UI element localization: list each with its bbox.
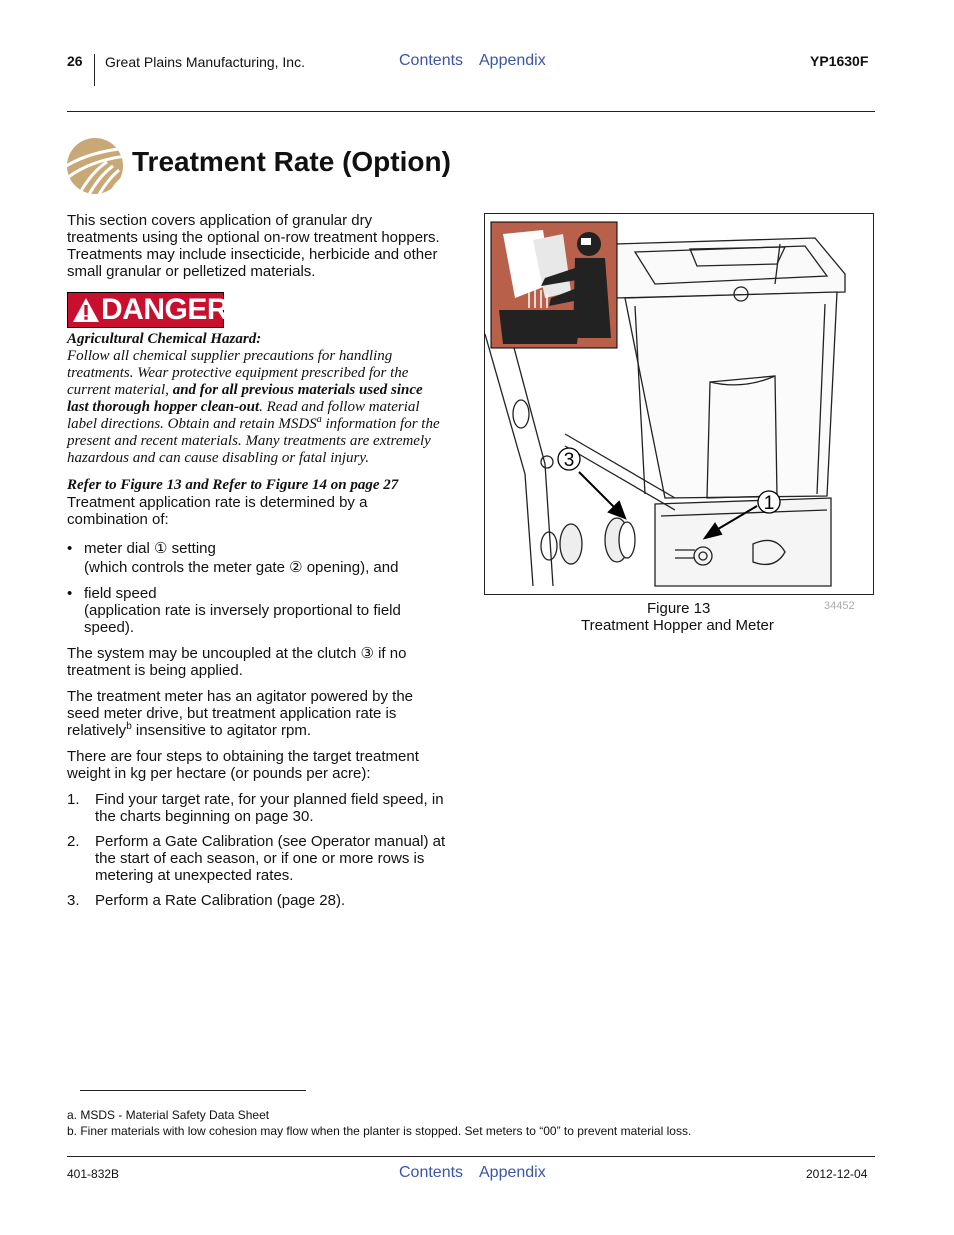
steps-intro-line: weight in kg per hectare (or pounds per acre): — [67, 765, 371, 782]
footnote-b: b. Finer materials with low cohesion may flow when the planter is stopped. Set meters to “00” to prevent material loss. — [67, 1124, 692, 1138]
figure-13 — [484, 213, 874, 595]
steps-intro — [67, 748, 419, 782]
intro-line: This section covers application of granular dry — [67, 212, 373, 229]
footnote-rule — [80, 1090, 306, 1091]
bullet-item — [84, 585, 401, 636]
section-title: Treatment Rate (Option) — [132, 146, 451, 177]
bullet-line: (which controls the meter gate ② opening), and — [84, 559, 399, 576]
danger-text-span: . Read and follow material — [259, 399, 420, 415]
step-line: Find your target rate, for your planned field speed, in — [95, 791, 444, 808]
bullet-line: field speed — [84, 585, 157, 602]
agitator-line: The treatment meter has an agitator powered by the — [67, 688, 414, 705]
figure-caption: Treatment Hopper and Meter — [581, 617, 774, 634]
footer-rule — [67, 1156, 875, 1157]
bullet-item — [84, 540, 398, 576]
danger-bold-span: and for all previous materials used since — [172, 382, 423, 398]
rate-intro-line: Treatment application rate is determined by a — [67, 494, 368, 511]
danger-message — [67, 331, 467, 467]
step-line: the charts beginning on page 30. — [95, 808, 314, 825]
callout-3: 3 — [563, 450, 575, 471]
steps-intro-line: There are four steps to obtaining the target treatment — [67, 748, 419, 765]
step-text — [95, 833, 445, 884]
step-line: the start of each season, or if one or more rows is — [95, 850, 425, 867]
model-number: YP1630F — [810, 53, 869, 69]
step-number: 3. — [67, 892, 80, 909]
danger-line — [67, 399, 467, 416]
danger-text: DANGER — [101, 293, 229, 326]
intro-paragraph — [67, 212, 457, 280]
uncouple-line: treatment is being applied. — [67, 662, 243, 679]
danger-text-span: information for the — [321, 416, 440, 432]
danger-heading: Agricultural Chemical Hazard: — [67, 331, 262, 347]
step-text — [95, 892, 345, 909]
danger-line: treatments. Wear protective equipment prescribed for the — [67, 365, 409, 381]
figure-reference: Refer to Figure 13 and Refer to Figure 14 on page 27 — [67, 477, 399, 493]
doc-number: 401-832B — [67, 1167, 120, 1181]
step-number: 1. — [67, 791, 80, 808]
appendix-link[interactable]: Appendix — [479, 52, 546, 69]
step-text — [95, 791, 444, 825]
danger-line — [67, 382, 467, 399]
agitator-line — [67, 722, 413, 739]
contents-link[interactable]: Contents — [399, 52, 464, 69]
rate-intro-line: combination of: — [67, 511, 169, 528]
hopper-meter-illustration — [485, 214, 874, 595]
header-divider — [94, 54, 95, 86]
step-line: Perform a Gate Calibration (see Operator manual) at — [95, 833, 446, 850]
figure-number: Figure 13 — [647, 600, 711, 617]
danger-line: hazardous and can cause disabling or fatal injury. — [67, 450, 369, 466]
bullet-line: (application rate is inversely proportional to field — [84, 602, 401, 619]
agitator-text-span: insensitive to agitator rpm. — [131, 722, 311, 739]
danger-line: Follow all chemical supplier precautions for handling — [67, 348, 393, 364]
bullet-marker: • — [67, 585, 73, 602]
footnote-a: a. MSDS - Material Safety Data Sheet — [67, 1108, 270, 1122]
rate-intro — [67, 494, 367, 528]
danger-line — [67, 416, 467, 433]
bullet-line: speed). — [84, 619, 135, 636]
agitator-text-span: relatively — [67, 722, 127, 739]
figure-id: 34452 — [824, 600, 855, 612]
footnote-ref-b[interactable]: b — [126, 721, 132, 732]
step-number: 2. — [67, 833, 80, 850]
footnote-ref-a[interactable]: a — [316, 414, 322, 425]
bullet-marker: • — [67, 540, 73, 557]
callout-1: 1 — [763, 493, 775, 514]
intro-line: small granular or pelletized materials. — [67, 263, 316, 280]
agitator-line: seed meter drive, but treatment application rate is — [67, 705, 397, 722]
header-rule — [67, 111, 875, 112]
warning-triangle-icon — [72, 296, 100, 324]
uncouple-line: The system may be uncoupled at the clutch ③ if no — [67, 645, 407, 662]
chemical-hazard-pictogram-icon — [491, 222, 617, 348]
doc-date: 2012-12-04 — [806, 1167, 868, 1181]
step-line: Perform a Rate Calibration (page 28). — [95, 892, 346, 909]
footer-contents-link[interactable]: Contents — [399, 1164, 464, 1181]
page-number: 26 — [67, 53, 83, 69]
danger-label — [67, 292, 229, 328]
company-name: Great Plains Manufacturing, Inc. — [105, 54, 305, 70]
footer-appendix-link[interactable]: Appendix — [479, 1164, 546, 1181]
uncouple-paragraph — [67, 645, 406, 679]
danger-text-span: current material, — [67, 382, 173, 398]
step-line: metering at unexpected rates. — [95, 867, 294, 884]
danger-line: present and recent materials. Many treatments are extremely — [67, 433, 431, 449]
bullet-line: meter dial ① setting — [84, 540, 216, 557]
intro-line: treatments using the optional on-row treatment hoppers. — [67, 229, 440, 246]
danger-bold-span: last thorough hopper clean-out — [67, 399, 260, 415]
agitator-paragraph — [67, 688, 413, 739]
danger-text-span: label directions. Obtain and retain MSDS — [67, 416, 317, 432]
section-logo-icon — [67, 138, 123, 194]
intro-line: Treatments may include insecticide, herbicide and other — [67, 246, 438, 263]
